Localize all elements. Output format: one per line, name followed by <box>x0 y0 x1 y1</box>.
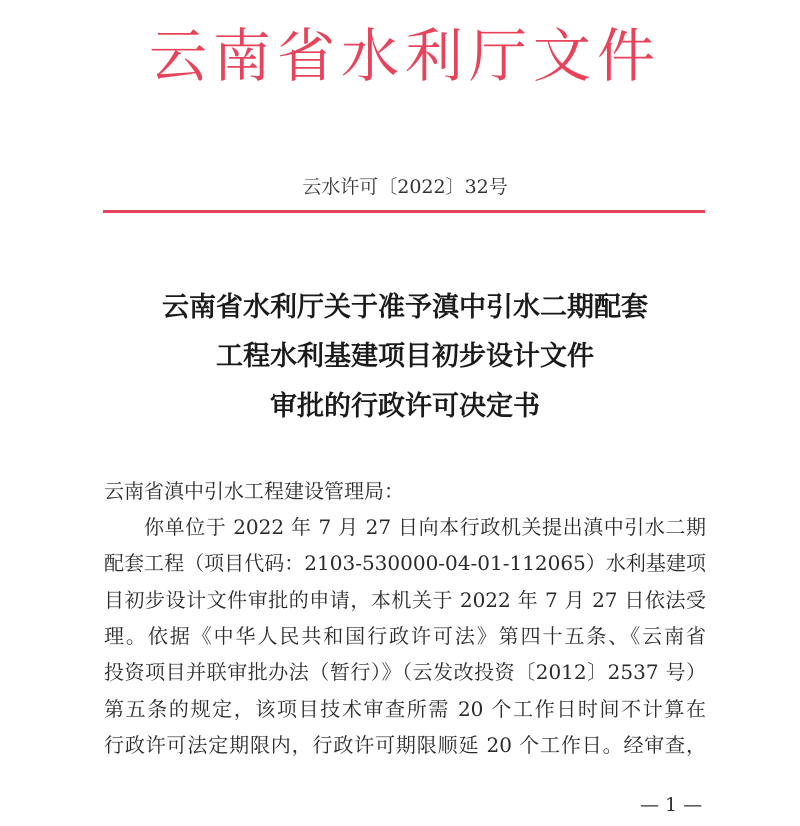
document-title-line-1: 云南省水利厅关于准予滇中引水二期配套 <box>162 292 648 323</box>
document-masthead: 云南省水利厅文件 <box>148 22 661 90</box>
page-number: — 1 — <box>640 794 703 816</box>
document-title-line-3: 审批的行政许可决定书 <box>270 391 540 422</box>
body-line: 目初步设计文件审批的申请，本机关于 2022 年 7 月 27 日依法受 <box>104 588 706 612</box>
body-line: 第五条的规定，该项目技术审查所需 20 个工作日时间不计算在 <box>104 697 706 721</box>
body-line: 配套工程（项目代码：2103-530000-04-01-112065）水利基建项 <box>104 551 706 575</box>
document-number: 云水许可〔2022〕32号 <box>302 176 508 198</box>
body-line: 理。依据《中华人民共和国行政许可法》第四十五条、《云南省 <box>104 624 706 648</box>
body-line: 投资项目并联审批办法（暂行）》（云发改投资〔2012〕2537 号） <box>104 660 706 684</box>
red-divider-line <box>103 210 705 213</box>
body-line: 你单位于 2022 年 7 月 27 日向本行政机关提出滇中引水二期 <box>144 515 706 539</box>
body-line: 行政许可法定期限内，行政许可期限顺延 20 个工作日。经审查， <box>104 733 706 757</box>
document-title-line-2: 工程水利基建项目初步设计文件 <box>216 341 594 372</box>
addressee: 云南省滇中引水工程建设管理局： <box>104 479 404 503</box>
